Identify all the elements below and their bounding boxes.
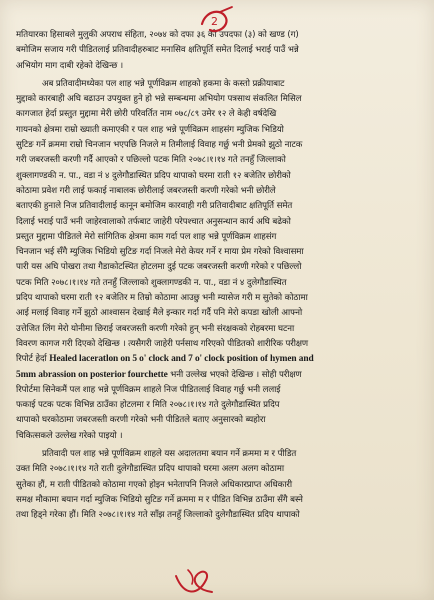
- text-line: विवरण कागज गरी दिएको देखिन्छ । त्यसैगरी जाहेरी पर्नसाथ गरिएको पीडितको शारीरिक परीक्षण: [16, 338, 309, 349]
- text-line: अभियोग माग दाबी रहेको देखिन्छ ।: [16, 60, 124, 71]
- text-line: मतियारका हिसाबले मुलुकी अपराध संहिता, २०७४ को दफा ३६ को उपदफा (३) को खण्ड (ग): [16, 30, 299, 40]
- medical-finding-text: Healed laceratlon on 5 o' clock and 7 o' clock position of hymen and: [49, 354, 314, 365]
- text-line: गरी जबरजस्ती करणी गर्दै आएको र पछिल्लो पटक मिति २०७८।१।१४ गते तनहुँ जिल्लाको: [16, 155, 286, 166]
- text-line: पटक मिति २०७८।१।१४ गते तनहुँ जिल्लाको शुक्लागण्डकी न. पा., वडा नं ४ दुलेगौडास्थित: [16, 277, 287, 288]
- text-line: रिपोर्टमा सिनेकमैं पल शाह भन्ने पूर्णविक्रम शाहले निज पीडितलाई विवाह गर्छु भनी ललाई: [16, 384, 281, 395]
- text-line: उत्तेजित लिंग मेरो योनीमा छिराई जबरजस्ती करणी गरेको हुन् भनी संरक्षकको रोहबरमा घटना: [16, 323, 295, 334]
- text-line: पारी यस अघि पोखरा तथा गैडाकोटस्थित होटलमा दुई पटक जबरजस्ती करणी गरेको र पछिल्लो: [16, 262, 302, 273]
- medical-finding-text: 5mm abrassion on posterior fourchette: [16, 369, 168, 380]
- text-line: समक्ष मौकामा बयान गर्दा म्युजिक भिडियो सुटिङ गर्ने क्रममा म र पीडित विभिन्न ठाउँमा सँगै बस्ने: [16, 494, 303, 505]
- text-line: 5mm abrassion on posterior fourchette भनी उल्लेख भएको देखिन्छ । सोही परीक्षण: [16, 369, 302, 380]
- paragraph-2: [16, 77, 422, 444]
- text-line: तथा हिड्ने गरेका हौं। मिति २०७८।१।१४ गते साँझ तनहुँ जिल्लाको दुलेगौडास्थित प्रदिप थापाको: [16, 510, 300, 521]
- text-line: कोठामा प्रवेश गरी लाई फकाई नाबालक छोरीलाई जबरजस्ती करणी गरेको भनी छोरीले: [16, 185, 276, 196]
- text-line: फकाई पटक पटक विभिन्न ठाउँका होटलमा र मिति २०७८।१।१४ गते दुलेगौडास्थित प्रदिप: [16, 400, 280, 411]
- text-line: आई मलाई विवाह गर्ने झुठो आश्वासन देखाई मैले इन्कार गर्दा गर्दै पनि मेरो कपडा खोली आफ्नो: [16, 308, 303, 319]
- text-line: अब प्रतिवादीमध्येका पल शाह भन्ने पूर्णविक्रम शाहको हकमा के कस्तो प्रक्रीयाबाट: [42, 78, 285, 89]
- text-line: दिलाई भराई पाउँ भनी जाहेरवालाको तर्फबाट जाहेरी परेपश्चात अनुसन्धान कार्य अघि बढेको: [16, 216, 291, 227]
- text-line: रिपोर्ट हेर्दा Healed laceratlon on 5 o' clock and 7 o' clock position of hymen and: [16, 354, 314, 365]
- text-line: सुटिङ गर्ने क्रममा राम्रो चिनजान भएपछि निजले म तिमीलाई विवाह गर्छु भनी प्रेमको झुठो नाटक: [16, 140, 303, 151]
- page-marker-text: 2: [211, 15, 218, 28]
- text-line: थापाको घरकोठामा जबरजस्ती करणी गरेको भनी पीडितले बताए अनुसारको ब्यहोरा: [16, 415, 266, 426]
- handwritten-signature-mark: [168, 566, 222, 600]
- paragraph-3: [16, 447, 422, 523]
- paragraph-1: [16, 28, 422, 74]
- text-line: बमोजिम सजाय गरी पीडितलाई प्रतिवादीहरुबाट मनासिव क्षतिपूर्ति समेत दिलाई भराई पाउँ भन्ने: [16, 45, 299, 56]
- text-line: उक्त मिति २०७८।१।१४ गते राती दुलेगौडास्थित प्रदिप थापाको घरमा अलग अलग कोठामा: [16, 464, 284, 475]
- text-line: प्रदिप थापाको घरमा राती १२ बजेतिर म तिम्रो कोठामा आउछु भनी म्यासेज गरी म सुतेको कोठामा: [16, 293, 308, 304]
- text-line: प्रस्तुत मुद्दामा पीडितले मेरो सांगितिक क्षेत्रमा काम गर्दा पल शाह भन्ने पूर्णविक्रम शाहसंग: [16, 231, 277, 242]
- text-line: गायनको क्षेत्रमा राम्रो ख्याती कमाएकी र पल शाह भन्ने पूर्णविक्रम शाहसंग म्युजिक भिडियो: [16, 124, 284, 135]
- text-line: चिकित्सकले उल्लेख गरेको पाइयो ।: [16, 430, 123, 441]
- text-line: चिनजान भई सँगै म्युजिक भिडियो सुटिङ गर्दा निजले मेरो केयर गर्ने र माया प्रेम गरेको विश्वासमा: [16, 247, 304, 258]
- text-line: बताएकी हुनाले निज प्रतिवादीलाई कानून बमोजिम कारवाही गरी प्रतिवादीबाट क्षतिपूर्ति समेत: [16, 201, 293, 212]
- text-line: सुतेका हौं, म राती पीडितको कोठामा गएको होइन भनेतापनि निजले अधिकारप्राप्त अधिकारी: [16, 479, 292, 490]
- text-line: मुद्दाको कारबाही अघि बढाउन उपयुक्त हुने हो भन्ने सम्बन्धमा अभियोग पत्रसाथ संकलित मिसिल: [16, 94, 302, 105]
- text-line: कागजात हेर्दा प्रस्तुत मुद्दामा मेरी छोरी परिवर्तित नाम ०७८/८९ उमेर १२ ले केही वर्षदेखि: [16, 109, 277, 120]
- text-line: शुक्लागण्डकी न. पा., वडा नं ४ दुलेगौडास्थित प्रदिप थापाको घरमा राती १२ बजेतिर छोरीको: [16, 170, 291, 181]
- text-line: प्रतिवादी पल शाह भन्ने पूर्णविक्रम शाहले यस अदालतमा बयान गर्ने क्रममा म र पीडित: [42, 449, 297, 460]
